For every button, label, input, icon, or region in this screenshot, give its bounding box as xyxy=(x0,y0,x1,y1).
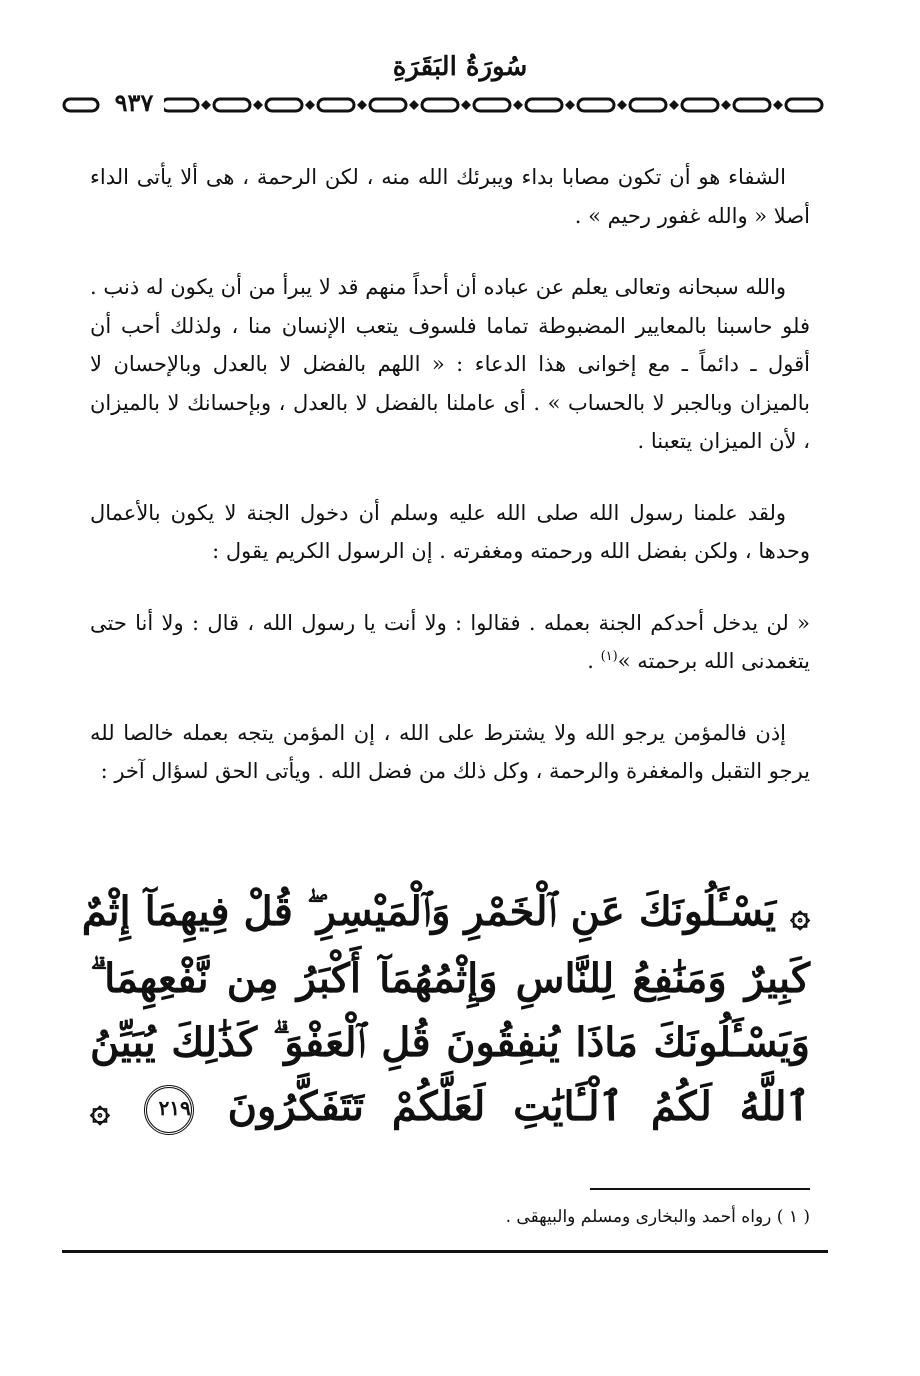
chain-diamond xyxy=(357,100,367,110)
verse-open-ornament-icon: ۞ xyxy=(790,895,810,935)
paragraph-2 xyxy=(90,268,810,461)
text-line: وحدها ، ولكن بفضل الله ورحمته ومغفرته . إن الرسول الكريم يقول : xyxy=(212,539,810,563)
chain-diamond xyxy=(461,100,471,110)
chain-link xyxy=(682,99,718,111)
text-line: لا بالميزان ، لأن الميزان يتعبنا . xyxy=(90,390,810,453)
chain-diamond xyxy=(253,100,263,110)
text-line: التقبل والمغفرة والرحمة ، وكل ذلك من فضل الله . ويأتى الحق لسؤال آخر : xyxy=(100,759,763,783)
surah-title: سُورَةُ البَقَرَةِ xyxy=(392,52,528,82)
chain-diamond xyxy=(565,100,575,110)
paragraph-5 xyxy=(90,714,810,791)
text-line: إذن فالمؤمن يرجو الله ولا يشترط على الله ، إن المؤمن يتجه بعمله خالصا لله يرجو xyxy=(90,720,810,783)
verse-text: ٱللَّهُ لَكُمُ ٱلْـَٔايَٰتِ لَعَلَّكُمْ تَتَفَكَّرُونَ xyxy=(227,1083,810,1130)
text-line: ذنب . فلو حاسبنا بالمعايير المضبوطة تماما فلسوف يتعب الإنسان منا ، ولذلك أحب xyxy=(90,275,810,338)
verse-close-ornament-icon: ۞ xyxy=(90,1090,110,1130)
verse-line-2 xyxy=(90,947,810,1011)
verse-line-4 xyxy=(90,1075,810,1142)
text-line: لا بالميزان وبالجبر لا بالحساب » . أى عاملنا بالفضل لا بالعدل ، وبإحسانك xyxy=(90,352,810,415)
paragraph-1 xyxy=(90,158,810,235)
footnote: ( ١ ) رواه أحمد والبخارى ومسلم والبيهقى . xyxy=(505,1207,810,1227)
quran-verse xyxy=(81,880,810,1142)
chain-diamond xyxy=(617,100,627,110)
chain-link xyxy=(64,99,98,111)
chain-diamond xyxy=(409,100,419,110)
chain-link xyxy=(162,99,198,111)
header-ornament-band xyxy=(62,90,832,120)
footnote-reference[interactable]: (١) xyxy=(600,649,618,664)
chain-link xyxy=(422,99,458,111)
text-line-tail: . xyxy=(587,649,601,673)
chain-link xyxy=(214,99,250,111)
chain-diamond xyxy=(513,100,523,110)
chain-link xyxy=(578,99,614,111)
chain-diamond xyxy=(305,100,315,110)
verse-line-1 xyxy=(81,880,810,947)
chain-diamond xyxy=(721,100,731,110)
chain-link xyxy=(786,99,822,111)
chain-link xyxy=(370,99,406,111)
chain-diamond xyxy=(773,100,783,110)
chain-link xyxy=(734,99,770,111)
footnote-separator xyxy=(590,1188,810,1190)
text-line: والله سبحانه وتعالى يعلم عن عباده أن أحداً منهم قد لا يبرأ من أن يكون له xyxy=(145,275,786,299)
text-line: أصلا « والله غفور رحيم » . xyxy=(574,203,810,228)
chain-link xyxy=(526,99,562,111)
text-line: ولقد علمنا رسول الله صلى الله عليه وسلم أن دخول الجنة لا يكون بالأعمال xyxy=(90,500,786,525)
chain-link xyxy=(318,99,354,111)
chain-diamond xyxy=(201,100,211,110)
text-line: الشفاء هو أن تكون مصابا بداء ويبرئك الله منه ، لكن الرحمة ، هى ألا يأتى الداء xyxy=(90,165,786,189)
verse-text: كَبِيرٌ وَمَنَٰفِعُ لِلنَّاسِ وَإِثْمُهُمَآ أَكْبَرُ مِن نَّفْعِهِمَا ۗ xyxy=(90,955,810,1002)
chain-link xyxy=(474,99,510,111)
bottom-rule xyxy=(62,1250,828,1253)
page-number: ٩٣٧ xyxy=(104,88,164,117)
verse-text: يَسْـَٔلُونَكَ عَنِ ٱلْخَمْرِ وَٱلْمَيْسِرِ ۖ قُلْ فِيهِمَآ إِثْمٌ xyxy=(81,888,777,935)
text-line: « لن يدخل أحدكم الجنة بعمله . فقالوا : ولا أنت يا رسول الله ، قال : ولا أنا xyxy=(135,610,810,635)
text-line: أن أقول ـ دائماً ـ مع إخوانى هذا الدعاء : « اللهم بالفضل لا بالعدل وبالإحسان xyxy=(90,313,810,376)
text-line: حتى يتغمدنى الله برحمته » xyxy=(90,610,810,673)
chain-link xyxy=(266,99,302,111)
paragraph-3 xyxy=(90,494,810,571)
chain-diamond xyxy=(669,100,679,110)
main-text xyxy=(90,158,810,824)
verse-text: وَيَسْـَٔلُونَكَ مَاذَا يُنفِقُونَ قُلِ ٱلْعَفْوَ ۗ كَذَٰلِكَ يُبَيِّنُ xyxy=(90,1019,810,1066)
hadith-quote xyxy=(90,604,810,681)
ayah-number-badge: ٢١٩ xyxy=(144,1085,194,1135)
chain-link xyxy=(630,99,666,111)
verse-line-3 xyxy=(90,1011,810,1075)
